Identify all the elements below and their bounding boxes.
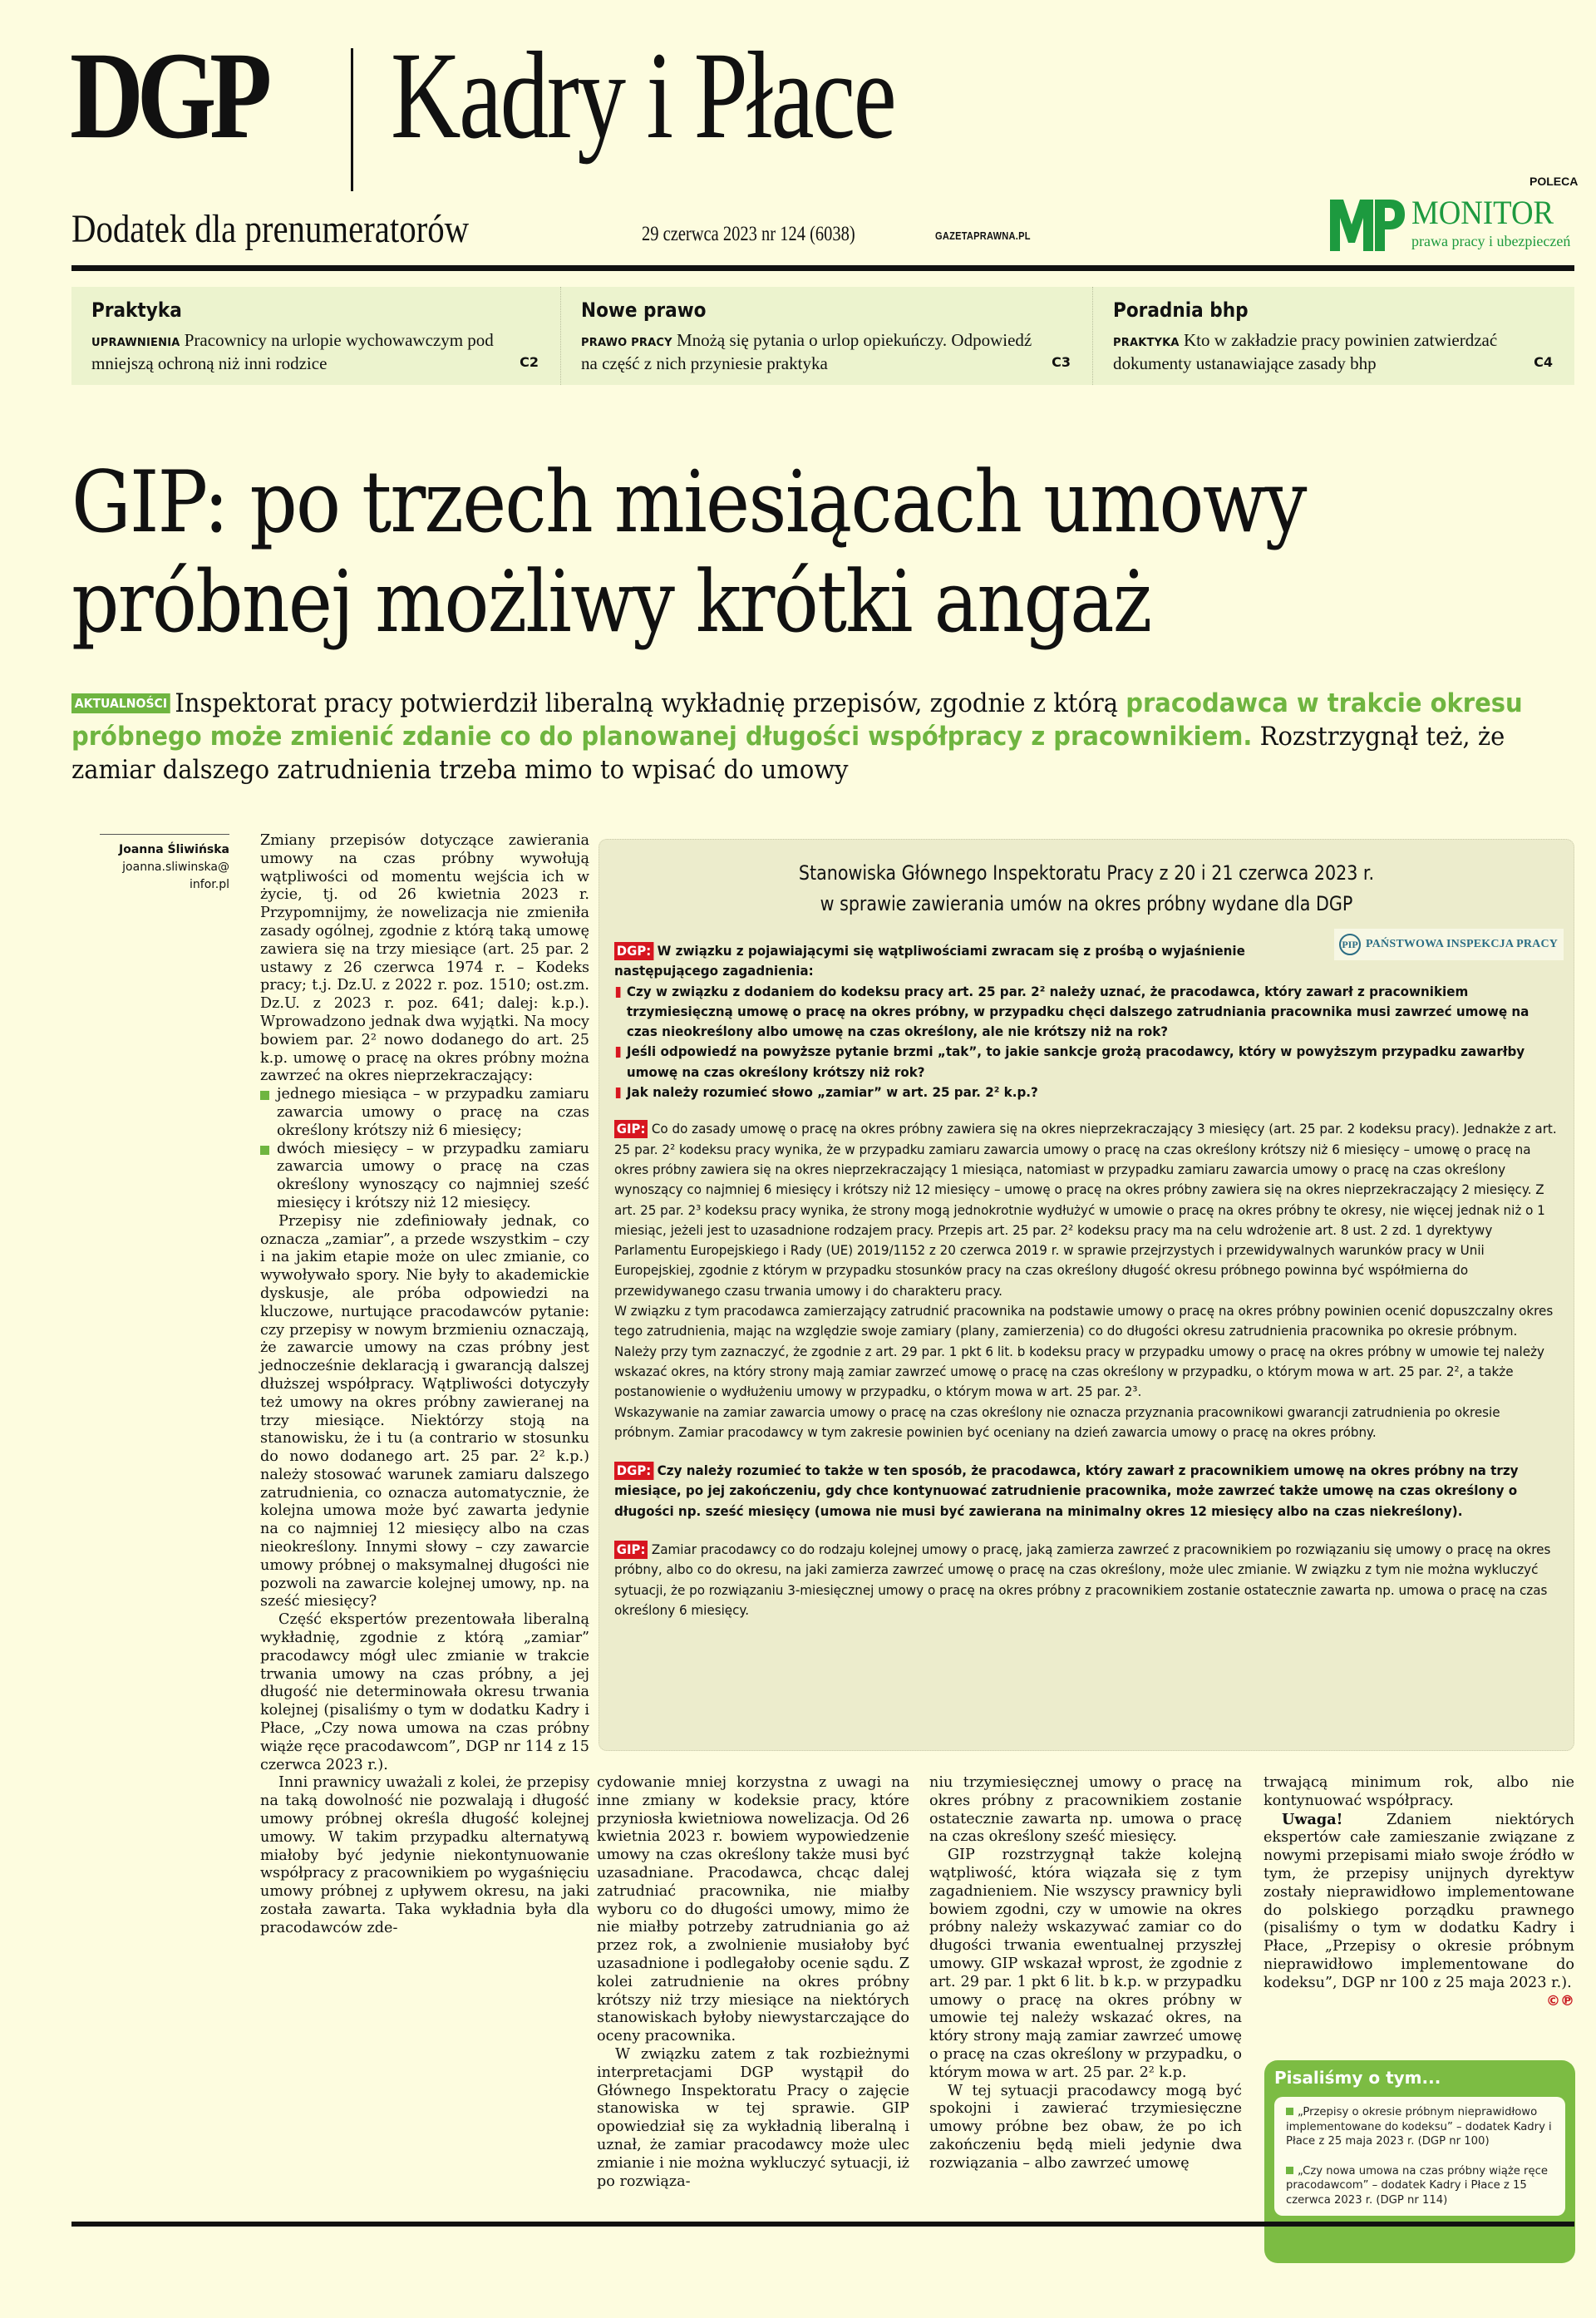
paragraph: niu trzymiesięcznej umowy o pracę na okres próbny z pracownikiem zostanie ostatecznie zawarta np. umowa o pracę na czas określony sześć miesięcy. — [929, 1774, 1242, 1846]
author-name: Joanna Śliwińska — [119, 843, 229, 856]
paragraph: Przepisy nie zdefiniowały jednak, co oznacza „zamiar”, a przede wszystkim – czy i na jakim etapie może on ulec zmianie, co wywoływało spory. Nie były to akademickie dyskusje, ale próba odpowiedzi na kluczowe, nurtujące pracodawców pytanie: czy przepisy w nowym brzmieniu oznaczają, że zawarcie umowy na czas próbny jest jednocześnie deklaracją i gwarancją dalszej dłuższej współpracy. Wątpliwości dotyczyły też umowy na okres próbny zawieranej na trzy miesiące. Niektórzy stoją na stanowisku, że i tu (a contrario w stosunku do nowo dodanego art. 25 par. 2² k.p.) należy stosować warunek zamiaru dalszego zatrudnienia, co oznacza automatycznie, że kolejna umowa może być zawarta jedynie na co najmniej 12 miesięcy albo na czas nieokreślony. Innymi słowy – czy zawarcie umowy próbnej o maksymalnej długości nie pozwoli na zawarcie kolejnej umowy, np. na sześć miesięcy? — [260, 1212, 589, 1610]
related-item-text: „Czy nowa umowa na czas próbny wiąże ręce pracodawcom” – dodatek Kadry i Płace z 15 czerwca 2023 r. (DGP nr 114) — [1286, 2164, 1548, 2207]
website-link[interactable]: GAZETAPRAWNA.PL — [935, 229, 1031, 242]
paragraph: W związku zatem z tak rozbieżnymi interpretacjami DGP wystąpił do Głównego Inspektoratu Pracy o zajęcie stanowiska w tej sprawie. GIP opowiedział się za wykładnią liberalną i uznał, że zamiar pracodawcy może ulec zmianie i nie można wykluczyć sytuacji, iż po rozwiąza- — [597, 2045, 909, 2190]
gip-label: GIP: — [614, 1541, 648, 1559]
related-list — [1274, 2097, 1565, 2216]
copyright-mark-icon: ©℗ — [1546, 1992, 1574, 2010]
answer-paragraph: Zamiar pracodawcy co do rodzaju kolejnej umowy o pracę, jaką zamierza zawrzeć z pracownikiem po rozwiązaniu się umowy o pracę na okres próbny, albo co do okresu, na jaki zamierza zawrzeć umowę o pracę na czas określony, może ulec zmianie. W związku z tym nie można wykluczyć sytuacji, że po rozwiązaniu 3-miesięcznej umowy o pracę na okres próbny z pracownikiem zostanie ostatecznie zawarta np. umowa o pracę na czas określony 6 miesięcy. — [614, 1541, 1551, 1618]
answer-2 — [614, 1540, 1558, 1620]
partner-name: MONITOR — [1411, 194, 1554, 231]
related-item[interactable] — [1286, 2164, 1554, 2208]
contents-kicker: PRAWO PRACY — [581, 337, 672, 349]
bullet-square-icon — [1286, 2108, 1293, 2115]
author-email[interactable]: joanna.sliwinska@ — [122, 861, 229, 874]
box-title — [681, 858, 1493, 920]
question-intro: W związku z pojawiającymi się wątpliwościami zwracam się z prośbą o wyjaśnienie następującego zagadnienia: — [614, 943, 1245, 979]
paragraph: cydowanie mniej korzystna z uwagi na inne zmiany w kodeksie pracy, które przyniosła kwietniowa nowelizacja. Od 26 kwietnia 2023 r. bowiem wypowiedzenie umowy na czas określony także musi być uzasadniane. Pracodawca, chcąc dalej zatrudniać pracownika, nie miałby wyboru co do długości umowy, mimo że nie miałby potrzeby zatrudniania go aż przez rok, a zwolnienie musiałoby być uzasadnione i podlegałoby ocenie sądu. Z kolei zatrudnienie na okres próbny krótszy niż trzy miesiące na niektórych stanowiskach byłoby niewystarczające do oceny pracownika. — [597, 1774, 909, 2045]
paragraph: Zmiany przepisów dotyczące zawierania umowy na czas próbny wywołują wątpliwości od momentu wejścia ich w życie, tj. od 26 kwietnia 2023 r. Przypomnijmy, że nowelizacja nie zmieniła zasady ogólnej, zgodnie z którą taką umowę zawiera się na trzy miesiące (art. 25 par. 2 ustawy z 26 czerwca 1974 r. – Kodeks pracy; t.j. Dz.U. z 2022 r. poz. 1510; ost.zm. Dz.U. z 2023 r. poz. 641; dalej: k.p.). Wprowadzono jednak dwa wyjątki. Na mocy bowiem par. 2² nowo dodanego do art. 25 k.p. umowę o pracę na okres próbny można zawrzeć na okres nieprzekraczający: — [260, 832, 589, 1085]
article-column-3 — [929, 1774, 1242, 2173]
gip-positions-box — [598, 839, 1574, 1751]
contents-item-poradnia-bhp[interactable] — [1092, 287, 1574, 385]
headline-line-2: próbnej możliwy krótki angaż — [71, 553, 1151, 652]
question-1-list — [614, 982, 1558, 1103]
article-column-1 — [260, 832, 589, 1938]
paragraph — [1264, 1810, 1574, 2010]
contents-section: Poradnia bhp — [1113, 298, 1249, 322]
paragraph: trwającą minimum rok, albo nie kontynuować współpracy. — [1264, 1774, 1574, 1809]
issue-date: 29 czerwca 2023 nr 124 (6038) — [642, 223, 855, 245]
answer-1 — [614, 1119, 1558, 1301]
box-title-line-2: w sprawie zawierania umów na okres próbny wydane dla DGP — [820, 892, 1353, 915]
contents-section: Nowe prawo — [581, 298, 707, 322]
headline-line-1: GIP: po trzech miesiącach umowy — [71, 453, 1306, 552]
contents-teaser: Mnożą się pytania o urlop opiekuńczy. Odpowiedź na część z nich przyniesie praktyka — [581, 330, 1032, 373]
partner-recommends-label: POLECA — [1530, 175, 1579, 188]
lead-text: Rozstrzygnął też, że zamiar dalszego zatrudnienia trzeba mimo to wpisać do umowy — [71, 722, 1505, 785]
author-byline — [83, 841, 229, 894]
list-item: dwóch miesięcy – w przypadku zamiaru zawarcia umowy o pracę na czas określony wynoszący co najmniej sześć miesięcy i krótszy niż 12 miesięcy. — [260, 1141, 589, 1213]
question-item: Czy w związku z dodaniem do kodeksu pracy art. 25 par. 2² należy uznać, że pracodawca, który zawarł z pracownikiem trzymiesięczną umowę o pracę na okres próbny, w przypadku chęci dalszego zatrudniania pracownika musi zawrzeć umowę na czas nieokreślony albo umowę na czas określony, ale nie krótszy niż na rok? — [614, 982, 1558, 1043]
related-title: Pisaliśmy o tym... — [1274, 2068, 1441, 2088]
note-label: Uwaga! — [1282, 1810, 1343, 1828]
supplement-subtitle: Dodatek dla prenumeratorów — [71, 207, 470, 251]
bullet-square-icon — [1286, 2167, 1293, 2174]
question-item: Jeśli odpowiedź na powyższe pytanie brzmi „tak”, to jakie sankcje grożą pracodawcy, który w powyższym przypadku zawarłby umowę na czas określony krótszy niż rok? — [614, 1042, 1558, 1083]
contents-teaser: Pracownicy na urlopie wychowawczym pod mniejszą ochroną niż inni rodzice — [91, 330, 494, 373]
contents-item-nowe-prawo[interactable] — [560, 287, 1092, 385]
question-text: Czy należy rozumieć to także w ten sposób, że pracodawca, który zawarł z pracownikiem umowę na okres próbny na trzy miesiące, po jej zakończeniu, gdy chce kontynuować zatrudnienie pracownika, może zawrzeć także umowę na czas określony o długości np. sześć miesięcy (umowa nie musi być zawierana na minimalny okres 12 miesięcy albo na czas niekreślony). — [614, 1462, 1519, 1519]
paragraph: Inni prawnicy uważali z kolei, że przepisy na taką dowolność nie pozwalają i długość umowy próbnej określa długość kolejnej umowy. W takim przypadku alternatywą miałoby być jedynie niekontynuowanie współpracy z pracownikiem po wygaśnięciu umowy próbnej z upływem okresu, na jaki została zawarta. Taka wykładnia była dla pracodawców zde- — [260, 1774, 589, 1936]
author-email-domain[interactable]: infor.pl — [190, 878, 229, 891]
contents-kicker: PRAKTYKA — [1113, 337, 1180, 349]
masthead-divider — [351, 48, 353, 191]
note-text: Zdaniem niektórych ekspertów całe zamieszanie związane z nowymi przepisami miało swoje źródło w tym, że przepisy unijnych dyrektyw zostały nieprawidłowo implementowane do polskiego porządku prawnego (pisaliśmy o tym w dodatku Kadry i Płace, „Przepisy o okresie próbnym nieprawidłowo implementowane do kodeksu”, DGP nr 100 z 25 maja 2023 r.). — [1264, 1811, 1574, 1991]
section-title: Kadry i Płace — [391, 27, 895, 165]
contents-page-ref: C3 — [1052, 354, 1071, 370]
exceptions-list — [260, 1086, 589, 1213]
contents-section: Praktyka — [91, 298, 182, 322]
related-item-text: „Przepisy o okresie próbnym nieprawidłowo implementowane do kodeksu” – dodatek Kadry i Płace z 25 maja 2023 r. (DGP nr 100) — [1286, 2106, 1552, 2148]
contents-kicker: UPRAWNIENIA — [91, 337, 180, 349]
category-tag: AKTUALNOŚCI — [71, 693, 170, 713]
paragraph: GIP rozstrzygnął także kolejną wątpliwość, która wiązała się z tym zagadnieniem. Nie wszyscy prawnicy byli bowiem zgodni, czy w umowie na okres próbny należy wskazywać zamiar co do długości trwania ewentualnej przyszłej umowy. GIP wskazał wprost, że zgodnie z art. 29 par. 1 pkt 6 lit. b k.p. w przypadku umowy o pracę na okres próbny w umowie tej należy wskazać okres, na który strony mają zamiar zawrzeć umowę o pracę na czas określony w przypadku, o którym mowa w art. 25 par. 2² k.p. — [929, 1847, 1242, 2081]
article-headline — [71, 453, 1388, 653]
related-articles-box — [1264, 2060, 1575, 2263]
masthead-rule — [71, 265, 1574, 271]
answer-paragraph: W związku z tym pracodawca zamierzający zatrudnić pracownika na podstawie umowy o pracę na okres próbny powinien ocenić dopuszczalny okres tego zatrudnienia, mając na względzie swoje zamiary (plany, zamierzenia) co do długości okresu zatrudnienia pracownika po okresie próbnym. Należy przy tym zaznaczyć, że zgodnie z art. 29 par. 1 pkt 6 lit. b kodeksu pracy w przypadku umowy o pracę na okres próbny w umowie tej należy wskazać okres, na który strony mają zamiar zawrzeć umowę o pracę na czas określony w przypadku, o którym mowa w art. 25 par. 2², a także postanowienie o wydłużeniu umowy w przypadku, o którym mowa w art. 25 par. 2³. — [614, 1303, 1554, 1400]
article-column-4 — [1264, 1774, 1574, 2010]
article-lead — [71, 687, 1579, 787]
contents-page-ref: C4 — [1534, 354, 1553, 370]
article-column-2 — [597, 1774, 909, 2191]
mp-logo-icon — [1330, 200, 1405, 251]
lead-highlight: pracodawca w trakcie okresu próbnego może zmienić zdanie co do planowanej długości współpracy z pracownikiem. — [71, 688, 1523, 752]
dgp-label: DGP: — [614, 1462, 653, 1480]
lead-text: Inspektorat pracy potwierdził liberalną wykładnię przepisów, zgodnie z którą — [175, 688, 1126, 718]
answer-paragraph: Wskazywanie na zamiar zawarcia umowy o pracę na czas określony nie oznacza przyznania pracownikowi gwarancji zatrudnienia po okresie próbnym. Zamiar pracodawcy w tym zakresie powinien być oceniany na dzień zawarcia umowy o pracę na okres próbny. — [614, 1403, 1500, 1440]
pip-emblem-icon: PIP — [1339, 934, 1361, 955]
gip-label: GIP: — [614, 1120, 648, 1138]
contents-item-praktyka[interactable] — [71, 287, 560, 385]
related-item[interactable] — [1286, 2105, 1554, 2149]
pip-logo-text: PAŃSTWOWA INSPEKCJA PRACY — [1366, 938, 1559, 950]
contents-page-ref: C2 — [520, 354, 539, 370]
bottom-rule — [71, 2222, 1574, 2227]
paragraph: Część ekspertów prezentowała liberalną wykładnię, zgodnie z którą „zamiar” pracodawcy mógł ulec zmianie w trakcie trwania umowy na czas próbny, a jej długość nie determinowała okresu trwania kolejnej (pisaliśmy o tym w dodatku Kadry i Płace, „Czy nowa umowa na czas próbny wiąże ręce pracodawcom”, DGP nr 114 z 15 czerwca 2023 r.). — [260, 1611, 589, 1773]
question-2 — [614, 1461, 1558, 1521]
brand-logo-dgp: DGP — [70, 27, 266, 165]
box-title-line-1: Stanowiska Głównego Inspektoratu Pracy z 20 i 21 czerwca 2023 r. — [798, 861, 1375, 885]
partner-tagline: prawa pracy i ubezpieczeń — [1411, 233, 1571, 249]
author-rule — [100, 834, 229, 835]
dgp-label: DGP: — [614, 942, 653, 960]
contents-bar — [71, 287, 1574, 385]
contents-teaser: Kto w zakładzie pracy powinien zatwierdzać dokumenty ustanawiające zasady bhp — [1113, 330, 1498, 373]
question-1 — [614, 941, 1573, 982]
list-item: jednego miesiąca – w przypadku zamiaru zawarcia umowy o pracę na czas określony krótszy niż 6 miesięcy; — [260, 1086, 589, 1140]
paragraph: W tej sytuacji pracodawcy mogą być spokojni i zawierać trzymiesięczne umowy próbne bez obaw, że po ich zakończeniu będą mieli jedynie dwa rozwiązania – albo zawrzeć umowę — [929, 2082, 1242, 2172]
question-item: Jak należy rozumieć słowo „zamiar” w art. 25 par. 2² k.p.? — [614, 1083, 1558, 1102]
answer-paragraph: Co do zasady umowę o pracę na okres próbny zawiera się na okres nieprzekraczający 3 miesięcy (art. 25 par. 2 kodeksu pracy). Jednakże z art. 25 par. 2² kodeksu pracy wynika, że w przypadku zamiaru zawarcia umowy o pracę na czas określony krótszy niż 6 miesięcy – umowę o pracę na okres próbny zawiera się na okres nieprzekraczający 1 miesiąca, natomiast w przypadku zamiaru zawarcia umowy o pracę na czas określony wynoszący co najmniej 6 miesięcy i krótszy niż 12 miesięcy – umowę o pracę na okres próbny zawiera się na okres nieprzekraczający 2 miesięcy. Z art. 25 par. 2³ kodeksu pracy wynika, że strony mogą jednokrotnie wydłużyć w umowie o pracę na okres próbny te okresy, nie więcej jednak niż o 1 miesiąc, jeżeli jest to uzasadnione rodzajem pracy. Przepis art. 25 par. 2² kodeksu pracy ma na celu wdrożenie art. 8 ust. 2 zd. 1 dyrektywy Parlamentu Europejskiego i Rady (UE) 2019/1152 z 20 czerwca 2019 r. w sprawie przejrzystych i przewidywalnych warunków pracy w Unii Europejskiej, zgodnie z którym w przypadku stosunków pracy na czas określony długość okresu próbnego powinna być współmierna do przewidywanego czasu trwania umowy i do charakteru pracy. — [614, 1121, 1557, 1299]
